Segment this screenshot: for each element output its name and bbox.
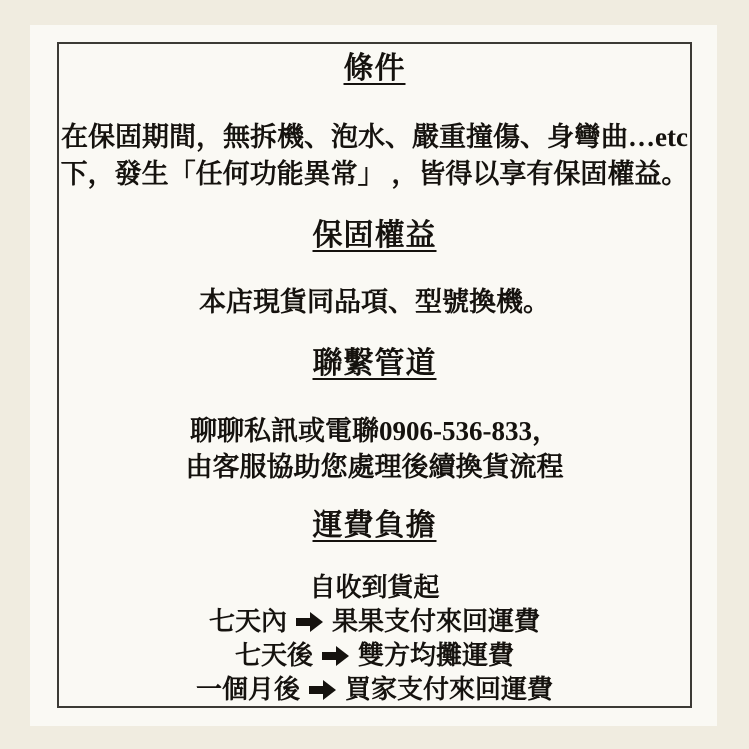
benefits-heading: 保固權益	[312, 219, 437, 252]
shipping-row	[59, 639, 690, 673]
contact-line-2: 由客服協助您處理後續換貨流程	[185, 452, 564, 482]
shipping-payer: 果果支付來回運費	[332, 607, 541, 636]
shipping-period: 七天內	[208, 607, 287, 636]
shipping-rules	[59, 571, 690, 707]
section-conditions	[59, 52, 690, 193]
contact-paragraph	[59, 413, 690, 485]
section-shipping	[59, 509, 690, 707]
benefits-line: 本店現貨同品項、型號換機。	[199, 287, 550, 317]
policy-frame	[57, 42, 692, 708]
shipping-period: 一個月後	[195, 675, 300, 704]
contact-heading: 聯繫管道	[312, 347, 437, 380]
section-benefits	[59, 219, 690, 319]
shipping-period: 七天後	[234, 641, 313, 670]
section-contact	[59, 347, 690, 485]
conditions-line-1: 在保固期間，無拆機、泡水、嚴重撞傷、身彎曲…etc	[61, 122, 688, 152]
shipping-payer: 雙方均攤運費	[358, 641, 515, 670]
arrow-right-icon	[322, 646, 349, 666]
conditions-heading: 條件	[343, 52, 406, 85]
shipping-heading: 運費負擔	[312, 509, 437, 542]
conditions-line-2: 下，發生「任何功能異常」 ，皆得以享有保固權益。	[60, 159, 689, 189]
shipping-payer: 買家支付來回運費	[345, 675, 554, 704]
contact-line-phone: 聊聊私訊或電聯0906-536-833，	[190, 416, 559, 446]
shipping-row	[59, 605, 690, 639]
arrow-right-icon	[309, 680, 336, 700]
shipping-intro: 自收到貨起	[309, 573, 440, 602]
shipping-row	[59, 673, 690, 707]
arrow-right-icon	[296, 612, 323, 632]
conditions-paragraph	[59, 119, 690, 193]
